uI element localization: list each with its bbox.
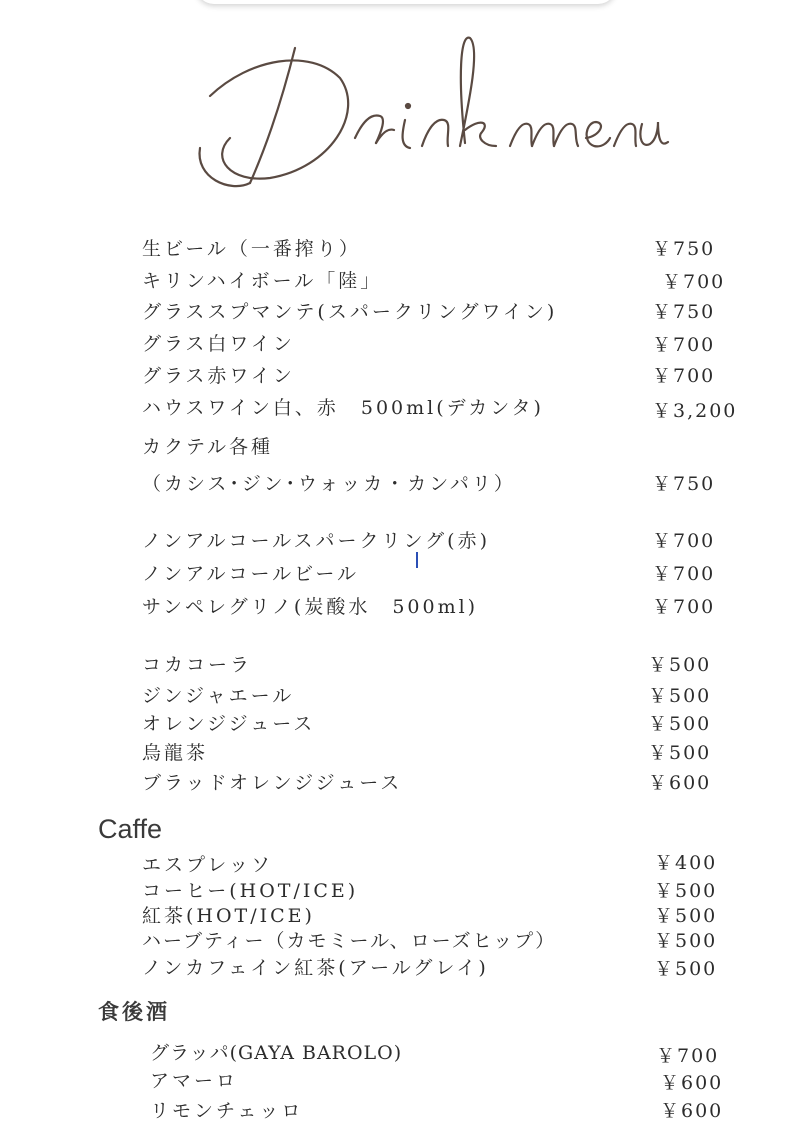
digestif-item-price: ￥600 bbox=[660, 1100, 724, 1122]
text-cursor bbox=[416, 552, 418, 568]
caffe-item-price: ￥400 bbox=[654, 852, 718, 874]
drink-price: ￥700 bbox=[662, 271, 726, 293]
caffe-item-name: ハーブティー（カモミール、ローズヒップ） bbox=[142, 930, 557, 952]
drink-price: ￥500 bbox=[648, 685, 712, 707]
drink-price: ￥500 bbox=[648, 654, 712, 676]
drink-name: コカコーラ bbox=[142, 654, 253, 676]
drink-name: キリンハイボール「陸」 bbox=[142, 270, 383, 292]
drink-name: グラス白ワイン bbox=[142, 333, 295, 355]
section-heading-digestif: 食後酒 bbox=[98, 1000, 170, 1024]
digestif-item-name: アマーロ bbox=[150, 1070, 239, 1092]
drink-name: カクテル各種 bbox=[142, 436, 274, 458]
section-heading-caffe: Caffe bbox=[98, 814, 163, 844]
drink-price: ￥700 bbox=[652, 530, 716, 552]
digestif-item-price: ￥700 bbox=[656, 1045, 720, 1067]
drink-price: ￥700 bbox=[652, 596, 716, 618]
caffe-item-name: ノンカフェイン紅茶(アールグレイ) bbox=[142, 957, 489, 979]
drink-name: ブラッドオレンジジュース bbox=[142, 772, 403, 794]
caffe-item-name: エスプレッソ bbox=[142, 854, 274, 876]
caffe-item-price: ￥500 bbox=[654, 958, 718, 980]
drink-price: ￥500 bbox=[648, 742, 712, 764]
drink-price: ￥750 bbox=[652, 301, 716, 323]
caffe-item-price: ￥500 bbox=[654, 905, 718, 927]
drink-name: ジンジャエール bbox=[142, 685, 295, 707]
caffe-item-price: ￥500 bbox=[654, 930, 718, 952]
drink-name: ノンアルコールスパークリング(赤) bbox=[142, 530, 490, 552]
drink-price: ￥700 bbox=[652, 365, 716, 387]
digestif-item-name: グラッパ(GAYA BAROLO) bbox=[150, 1042, 403, 1064]
caffe-item-name: コーヒー(HOT/ICE) bbox=[142, 880, 359, 902]
drink-price: ￥750 bbox=[652, 473, 716, 495]
drink-name: 生ビール（一番搾り） bbox=[142, 238, 361, 260]
caffe-item-price: ￥500 bbox=[654, 880, 718, 902]
drink-price: ￥700 bbox=[652, 334, 716, 356]
menu-title bbox=[190, 18, 670, 193]
top-card bbox=[196, 0, 616, 4]
digestif-item-name: リモンチェッロ bbox=[150, 1100, 304, 1122]
caffe-item-name: 紅茶(HOT/ICE) bbox=[142, 905, 315, 927]
drink-price: ￥500 bbox=[648, 713, 712, 735]
drink-name: グラススプマンテ(スパークリングワイン) bbox=[142, 301, 558, 323]
drink-name: ハウスワイン白、赤 500ml(デカンタ) bbox=[142, 397, 544, 419]
drink-price: ￥3,200 bbox=[652, 400, 738, 422]
drink-name: 烏龍茶 bbox=[142, 742, 209, 764]
drink-name: （カシス･ジン･ウォッカ・カンパリ） bbox=[142, 473, 516, 495]
drink-name: オレンジジュース bbox=[142, 713, 316, 735]
drink-price: ￥750 bbox=[652, 238, 716, 260]
menu-title-text bbox=[190, 18, 670, 193]
drink-price: ￥700 bbox=[652, 563, 716, 585]
drink-price: ￥600 bbox=[648, 772, 712, 794]
digestif-item-price: ￥600 bbox=[660, 1072, 724, 1094]
drink-name: ノンアルコールビール bbox=[142, 563, 359, 585]
drink-name: グラス赤ワイン bbox=[142, 365, 295, 387]
drink-name: サンペレグリノ(炭酸水 500ml) bbox=[142, 596, 479, 618]
